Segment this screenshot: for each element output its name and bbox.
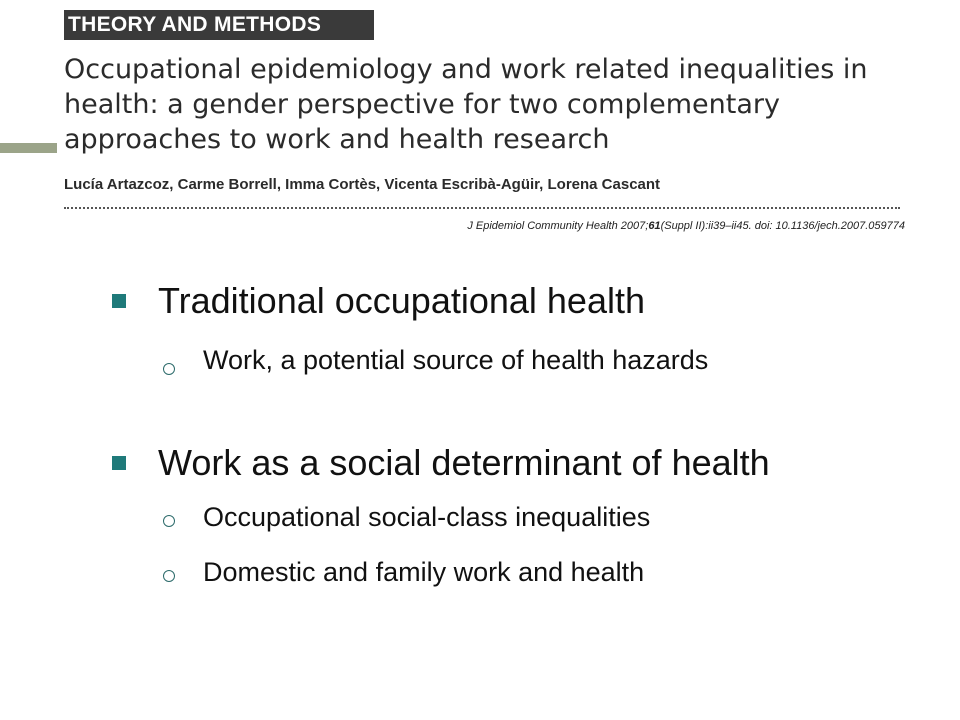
- sub-bullet-text: Work, a potential source of health hazards: [203, 345, 709, 375]
- citation-suffix: (Suppl II):ii39–ii45. doi: 10.1136/jech.2007.059774: [660, 220, 905, 232]
- circle-bullet-icon: [163, 515, 175, 527]
- square-bullet-icon: [112, 294, 126, 308]
- circle-bullet-icon: [163, 363, 175, 375]
- sub-bullet-text: Occupational social-class inequalities: [203, 502, 651, 532]
- citation: [467, 220, 905, 232]
- paper-title: Occupational epidemiology and work related inequalities in health: a gender perspective for two complementary approaches to work and health research: [64, 54, 868, 155]
- section-tag: THEORY AND METHODS: [64, 10, 374, 40]
- sub-bullet-text: Domestic and family work and health: [203, 557, 645, 587]
- circle-bullet-icon: [163, 570, 175, 582]
- bullet-text: Work as a social determinant of health: [158, 442, 770, 483]
- author-list: Lucía Artazcoz, Carme Borrell, Imma Cortès, Vicenta Escribà-Agüir, Lorena Cascant: [64, 176, 661, 193]
- citation-prefix: J Epidemiol Community Health 2007;: [467, 220, 649, 232]
- bullet-text: Traditional occupational health: [158, 280, 645, 321]
- square-bullet-icon: [112, 456, 126, 470]
- accent-bar: [0, 143, 57, 153]
- citation-volume: 61: [648, 220, 661, 232]
- dotted-divider: [64, 207, 900, 209]
